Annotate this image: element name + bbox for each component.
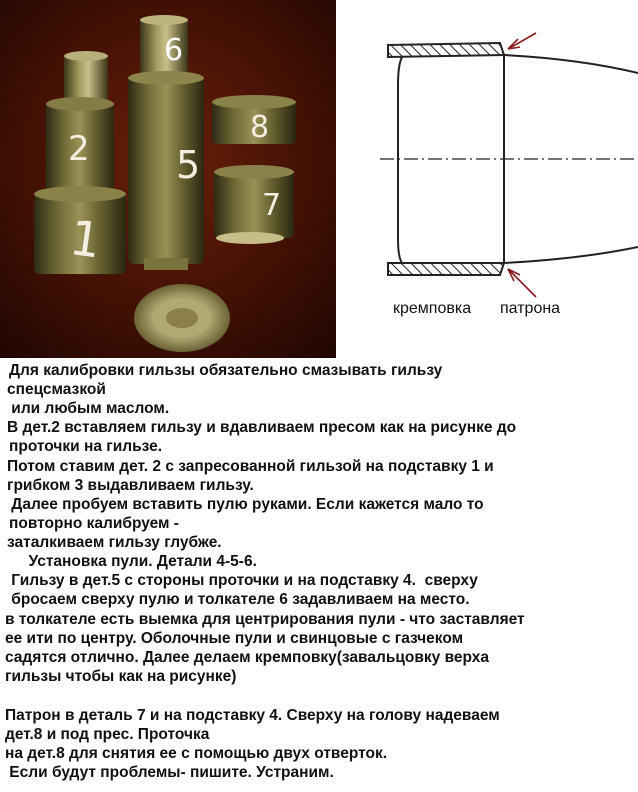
instruction-line: садятся отлично. Далее делаем кремповку(завальцовку верха bbox=[5, 649, 490, 666]
die-set-photo bbox=[0, 0, 336, 358]
instruction-line: В дет.2 вставляем гильзу и вдавливаем пресом как на рисунке до bbox=[7, 419, 517, 436]
instruction-line: бросаем сверху пулю и толкателе 6 задавливаем на место. bbox=[7, 591, 470, 608]
label-6: 6 bbox=[164, 33, 184, 68]
label-1: 1 bbox=[66, 209, 105, 270]
caption-crimp: кремповка bbox=[393, 300, 472, 317]
instruction-line: Потом ставим дет. 2 с запресованной гильзой на подставку 1 и bbox=[7, 458, 494, 475]
label-7: 7 bbox=[262, 188, 282, 223]
instruction-line: на дет.8 для снятия ее с помощью двух отверток. bbox=[5, 745, 388, 762]
instruction-line: проточки на гильзе. bbox=[9, 438, 163, 455]
caption-cartridge: патрона bbox=[500, 300, 561, 317]
instruction-line: Патрон в деталь 7 и на подставку 4. Сверху на голову надеваем bbox=[5, 707, 500, 724]
instruction-line: заталкиваем гильзу глубже. bbox=[7, 534, 222, 551]
instruction-line: Гильзу в дет.5 с стороны проточки и на подставку 4. сверху bbox=[7, 572, 478, 589]
instruction-line: повторно калибруем - bbox=[9, 515, 179, 532]
instruction-line: Для калибровки гильзы обязательно смазывать гильзу bbox=[9, 362, 443, 379]
instruction-line: Если будут проблемы- пишите. Устраним. bbox=[5, 764, 334, 781]
instruction-line: Установка пули. Детали 4-5-6. bbox=[7, 553, 257, 570]
die-part-7 bbox=[214, 165, 294, 244]
instruction-line: гильзы чтобы как на рисунке) bbox=[5, 668, 237, 685]
instruction-line: грибком 3 выдавливаем гильзу. bbox=[7, 477, 254, 494]
instruction-line: Далее пробуем вставить пулю руками. Если кажется мало то bbox=[7, 496, 484, 513]
label-8: 8 bbox=[250, 110, 270, 145]
label-2: 2 bbox=[68, 129, 90, 169]
instruction-line: в толкателе есть выемка для центрирования пули - что заставляет bbox=[5, 611, 525, 628]
label-5: 5 bbox=[176, 143, 201, 187]
crimp-diagram bbox=[380, 25, 638, 315]
instruction-line: дет.8 и под прес. Проточка bbox=[5, 726, 210, 743]
instruction-line: или любым маслом. bbox=[7, 400, 170, 417]
die-part-4 bbox=[134, 284, 230, 352]
instruction-line: ее ити по центру. Оболочные пули и свинцовые с газчеком bbox=[5, 630, 464, 647]
instruction-line: спецсмазкой bbox=[7, 381, 106, 398]
